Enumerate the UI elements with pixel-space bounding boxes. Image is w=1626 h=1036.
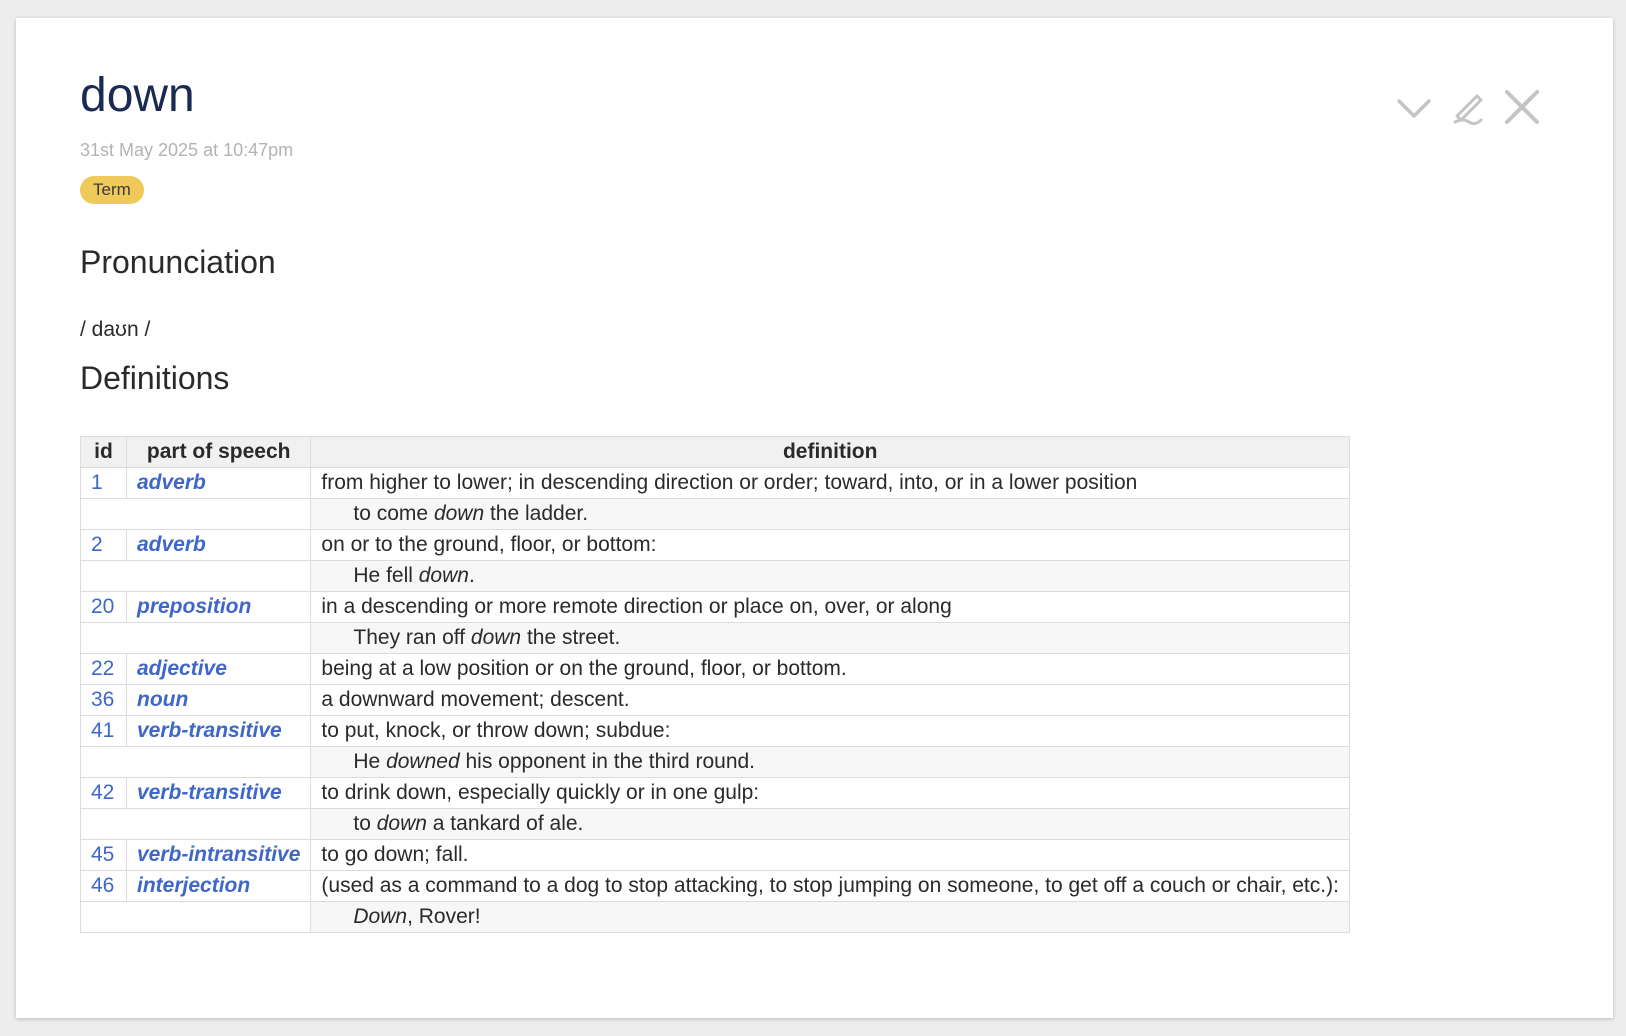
- tiddler-card: [16, 18, 1613, 1018]
- column-header-definition: definition: [311, 437, 1350, 468]
- example-text-after: a tankard of ale.: [426, 812, 584, 835]
- example-text-after: his opponent in the third round.: [459, 750, 756, 773]
- definition-text: in a descending or more remote direction or place on, over, or along: [311, 592, 1350, 623]
- example-sentence: [311, 747, 1350, 778]
- definition-text: on or to the ground, floor, or bottom:: [311, 530, 1350, 561]
- definition-text: to put, knock, or throw down; subdue:: [311, 716, 1350, 747]
- definitions-heading: Definitions: [80, 360, 230, 396]
- tag-badge[interactable]: Term: [80, 176, 144, 204]
- definitions-table: [80, 436, 1350, 933]
- definition-id: 46: [81, 871, 127, 902]
- example-text-before: He fell: [353, 564, 419, 587]
- part-of-speech-link[interactable]: adverb: [127, 468, 311, 499]
- example-highlight: Down: [353, 905, 408, 928]
- part-of-speech-link[interactable]: adjective: [127, 654, 311, 685]
- example-text-before: to come: [353, 502, 434, 525]
- definition-id: 22: [81, 654, 127, 685]
- example-highlight: down: [470, 626, 522, 649]
- example-sentence: [311, 902, 1350, 933]
- definition-text: to go down; fall.: [311, 840, 1350, 871]
- example-row: [81, 809, 1350, 840]
- definition-id: 1: [81, 468, 127, 499]
- part-of-speech-link[interactable]: noun: [127, 685, 311, 716]
- example-text-after: .: [468, 564, 475, 587]
- example-spacer: [81, 623, 311, 654]
- example-text-before: They ran off: [353, 626, 471, 649]
- example-row: [81, 561, 1350, 592]
- example-spacer: [81, 902, 311, 933]
- part-of-speech-link[interactable]: preposition: [127, 592, 311, 623]
- table-row: [81, 716, 1350, 747]
- example-spacer: [81, 561, 311, 592]
- definition-id: 41: [81, 716, 127, 747]
- example-text-after: the street.: [521, 626, 621, 649]
- definition-text: from higher to lower; in descending direction or order; toward, into, or in a lower position: [311, 468, 1350, 499]
- definition-id: 36: [81, 685, 127, 716]
- part-of-speech-link[interactable]: verb-transitive: [127, 778, 311, 809]
- column-header-pos: part of speech: [127, 437, 311, 468]
- pronunciation-heading: Pronunciation: [80, 244, 276, 280]
- pronunciation-text: / daʊn /: [80, 318, 151, 341]
- chevron-down-icon[interactable]: [1393, 86, 1435, 128]
- definition-id: 45: [81, 840, 127, 871]
- example-highlight: down: [376, 812, 427, 835]
- example-sentence: [311, 623, 1350, 654]
- example-spacer: [81, 809, 311, 840]
- example-sentence: [311, 561, 1350, 592]
- table-row: [81, 468, 1350, 499]
- table-row: [81, 592, 1350, 623]
- tiddler-toolbar: [1393, 86, 1543, 128]
- example-text-after: , Rover!: [407, 905, 481, 928]
- part-of-speech-link[interactable]: verb-transitive: [127, 716, 311, 747]
- table-row: [81, 840, 1350, 871]
- definition-id: 2: [81, 530, 127, 561]
- example-text-before: to: [353, 812, 377, 835]
- example-sentence: [311, 499, 1350, 530]
- definition-id: 42: [81, 778, 127, 809]
- example-spacer: [81, 747, 311, 778]
- table-row: [81, 685, 1350, 716]
- definition-text: (used as a command to a dog to stop attacking, to stop jumping on someone, to get off a couch or chair, etc.):: [311, 871, 1350, 902]
- example-highlight: down: [433, 502, 485, 525]
- example-row: [81, 902, 1350, 933]
- example-text-after: the ladder.: [484, 502, 589, 525]
- pencil-icon[interactable]: [1447, 86, 1489, 128]
- entry-timestamp: 31st May 2025 at 10:47pm: [80, 140, 294, 160]
- example-highlight: downed: [386, 750, 460, 773]
- example-text-before: He: [353, 750, 387, 773]
- example-highlight: down: [418, 564, 469, 587]
- table-row: [81, 871, 1350, 902]
- example-sentence: [311, 809, 1350, 840]
- definition-text: being at a low position or on the ground, floor, or bottom.: [311, 654, 1350, 685]
- definitions-table-body: [81, 468, 1350, 933]
- part-of-speech-link[interactable]: adverb: [127, 530, 311, 561]
- definition-text: to drink down, especially quickly or in one gulp:: [311, 778, 1350, 809]
- close-icon[interactable]: [1501, 86, 1543, 128]
- table-header-row: [81, 437, 1350, 468]
- column-header-id: id: [81, 437, 127, 468]
- example-row: [81, 623, 1350, 654]
- definition-text: a downward movement; descent.: [311, 685, 1350, 716]
- table-row: [81, 654, 1350, 685]
- entry-title: down: [80, 69, 195, 122]
- table-row: [81, 530, 1350, 561]
- example-spacer: [81, 499, 311, 530]
- table-row: [81, 778, 1350, 809]
- example-row: [81, 747, 1350, 778]
- part-of-speech-link[interactable]: verb-intransitive: [127, 840, 311, 871]
- part-of-speech-link[interactable]: interjection: [127, 871, 311, 902]
- definition-id: 20: [81, 592, 127, 623]
- example-row: [81, 499, 1350, 530]
